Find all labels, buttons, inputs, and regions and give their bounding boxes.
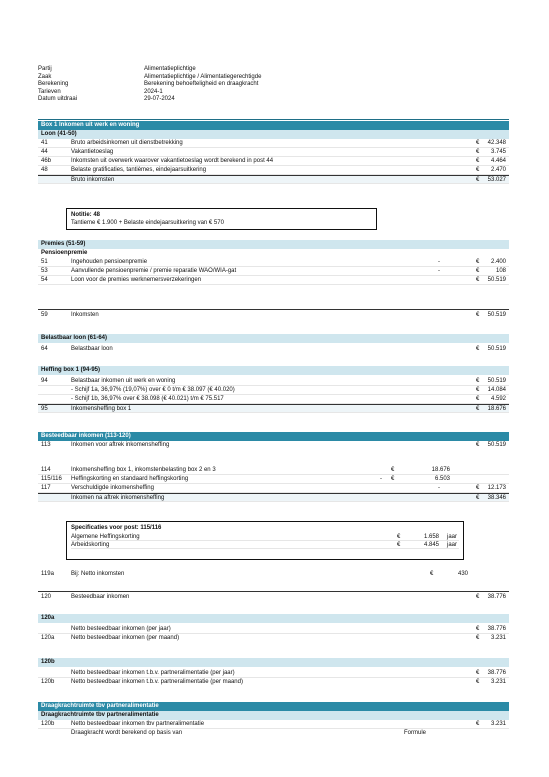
table-row: 53 Aanvullende pensioenpremie / premie reparatie WAO/WIA-gat - € 108	[38, 267, 509, 276]
total-row: Bruto inkomsten € 53.027	[38, 175, 509, 184]
section-draagkrachtruimte	[38, 702, 509, 738]
total-row	[38, 309, 509, 320]
meta-row: Partij Alimentatieplichtige	[38, 66, 196, 72]
section-title: Belastbaar loon (61-64)	[38, 334, 509, 343]
table-row: 120b Netto besteedbaar inkomen tbv partneralimentatie € 3.231	[38, 720, 509, 729]
meta-row: Zaak Alimentatieplichtige / Alimentatiegerechtigde	[38, 73, 262, 80]
section-premies	[38, 240, 509, 285]
table-row: 54 Loon voor de premies werknemersverzekeringen € 50.519	[38, 276, 509, 285]
table-row: Netto besteedbaar inkomen t.b.v. partneralimentatie (per jaar) € 38.776	[38, 669, 509, 678]
section-120a	[38, 614, 509, 643]
table-row: 64 Belastbaar loon € 50.519	[41, 346, 506, 352]
table-row: Netto besteedbaar inkomen (per jaar) € 38.776	[38, 625, 509, 634]
table-row: 46b Inkomsten uit overwerk waarover vakantietoeslag wordt berekend in post 44 € 4.464	[38, 157, 509, 166]
table-row: 59 Inkomsten € 50.519	[41, 312, 506, 318]
section-title: Besteedbaar inkomen (113-120)	[38, 432, 509, 441]
section-120b	[38, 658, 509, 687]
section-heffing-box1	[38, 366, 509, 413]
meta-row: Datum uitdraai 29-07-2024	[38, 96, 175, 103]
note-box	[66, 208, 377, 230]
table-row: 120b Netto besteedbaar inkomen t.b.v. partneralimentatie (per maand) € 3.231	[41, 679, 506, 685]
table-row: 113 Inkomen voor aftrek inkomensheffing € 50.519	[41, 442, 506, 448]
table-row: 44 Vakantietoeslag € 3.745	[38, 148, 509, 157]
table-row: 117 Verschuldigde inkomensheffing - € 12.173	[38, 484, 509, 493]
section-title: 120b	[38, 658, 509, 667]
document-meta	[38, 66, 508, 104]
section-subtitle: Draagkrachtruimte tbv partneralimentatie	[38, 711, 509, 720]
spec-row: Algemene Heffingskorting € 1.658 jaar	[71, 534, 458, 540]
section-subtitle: Loon (41-50)	[38, 130, 509, 139]
spec-row: Arbeidskorting € 4.845 jaar	[71, 542, 458, 548]
besteedbaar-total	[38, 591, 509, 602]
table-row: 48 Belaste gratificaties, tantièmes, eindejaarsuitkering € 2.470	[38, 166, 509, 175]
section-besteedbaar-detail	[38, 466, 509, 502]
table-row: - Schijf 1a, 36,97% (19,07%) over € 0 t/m € 38.097 (€ 40.020) € 14.084	[38, 386, 509, 395]
netto-inkomsten-row	[38, 570, 509, 579]
section-title: Heffing box 1 (94-95)	[38, 366, 509, 375]
section-subtitle: Pensioenpremie	[41, 250, 88, 256]
table-row: 51 Ingehouden pensioenpremie - € 2.400	[38, 258, 509, 267]
specification-box	[66, 521, 464, 560]
table-row: 114 Inkomensheffing box 1, inkomstenbelasting box 2 en 3 € 18.676	[38, 466, 509, 475]
table-row: - Schijf 1b, 36,97% over € 38.098 (€ 40.021) t/m € 75.517 € 4.592	[38, 395, 509, 404]
section-belastbaar-loon	[38, 334, 509, 354]
header-divider	[38, 119, 509, 120]
total-row: Inkomen na aftrek inkomensheffing € 38.346	[38, 493, 509, 502]
specification-title: Specificaties voor post: 115/116	[71, 525, 162, 531]
table-row: 115/116 Heffingskorting en standaard heffingskorting - € 6.503	[38, 475, 509, 484]
section-title: Draagkrachtruimte tbv partneralimentatie	[38, 702, 509, 711]
table-row: 94 Belastbaar inkomen uit werk en woning € 50.519	[38, 377, 509, 386]
section-box1	[38, 121, 509, 184]
note-text: Tantieme € 1.900 + Belaste eindejaarsuitkering van € 570	[71, 220, 224, 226]
section-title: Box 1 Inkomen uit werk en woning	[38, 121, 509, 130]
section-title: Premies (51-59)	[38, 240, 509, 249]
table-row: 119a Bij: Netto inkomsten € 430	[41, 571, 468, 577]
total-row: 95 Inkomensheffing box 1 € 18.676	[38, 404, 509, 413]
meta-row: Berekening Berekening behoefteligheid en draagkracht	[38, 81, 259, 88]
table-row: Draagkracht wordt berekend op basis van Formule	[71, 730, 427, 736]
total-row: 120 Besteedbaar inkomen € 38.776	[41, 594, 506, 600]
table-row: 41 Bruto arbeidsinkomen uit dienstbetrekking € 42.348	[38, 139, 509, 148]
table-row: 120a Netto besteedbaar inkomen (per maand) € 3.231	[41, 635, 506, 641]
section-besteedbaar-inkomen	[38, 432, 509, 450]
note-title: Notitie: 48	[71, 212, 101, 218]
meta-row: Tarieven 2024-1	[38, 88, 163, 95]
section-title: 120a	[38, 614, 509, 623]
